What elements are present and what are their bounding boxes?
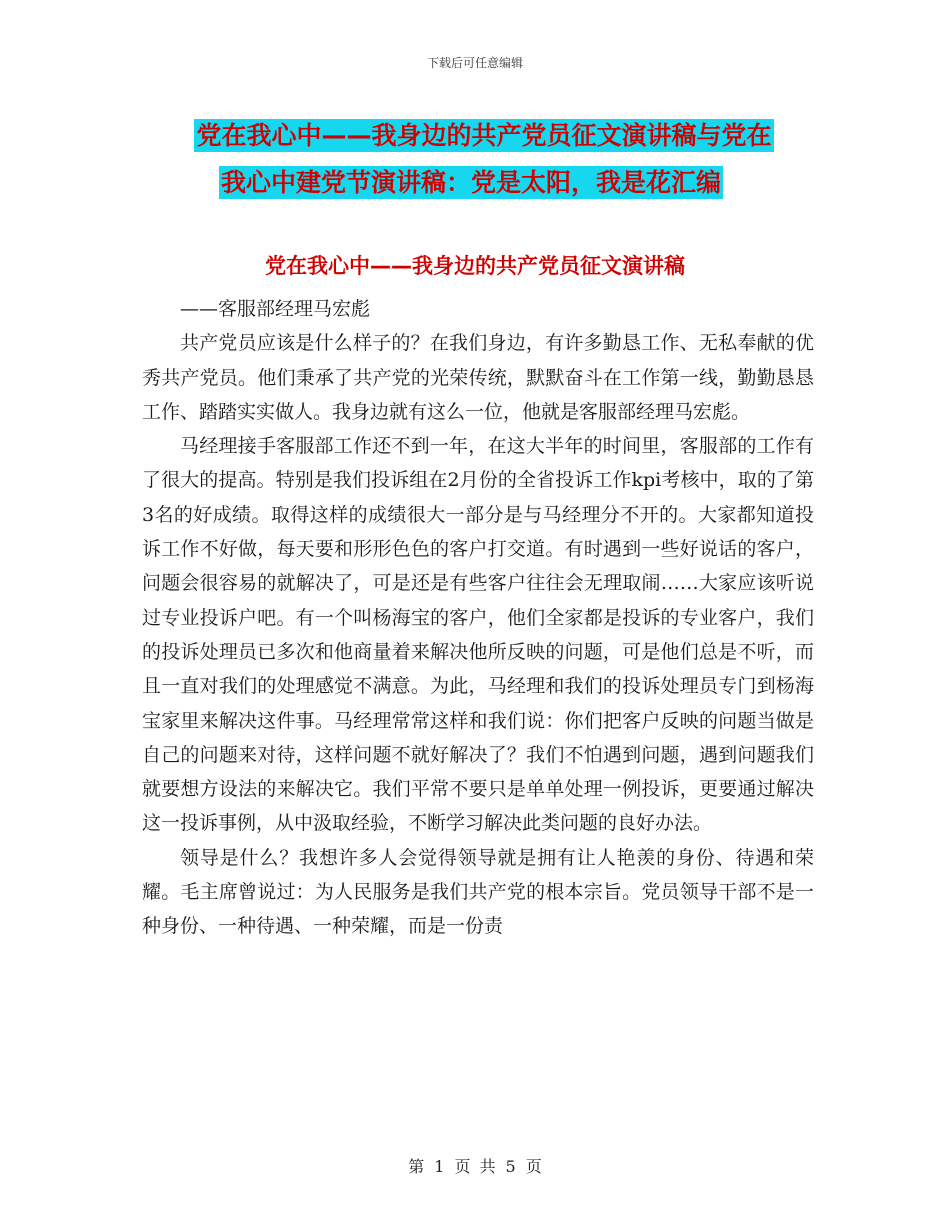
author-line: ——客服部经理马宏彪 [180, 298, 371, 320]
footer-middle: 页 共 [454, 1157, 496, 1176]
header-note: 下载后可任意编辑 [426, 56, 523, 70]
title-line-1: 党在我心中——我身边的共产党员征文演讲稿与党在 [196, 121, 772, 150]
footer-total-pages: 5 [505, 1157, 516, 1176]
title-line-2: 我心中建党节演讲稿：党是太阳，我是花汇编 [220, 168, 721, 197]
document-title [0, 112, 950, 206]
section-title: 党在我心中——我身边的共产党员征文演讲稿 [265, 254, 685, 278]
page-footer [0, 1154, 950, 1177]
footer-page-number: 1 [434, 1157, 445, 1176]
paragraph-1: 共产党员应该是什么样子的？在我们身边，有许多勤恳工作、无私奉献的优秀共产党员。他们秉承了共产党的光荣传统，默默奋斗在工作第一线，勤勤恳恳工作、踏踏实实做人。我身边就有这么一位，他就是客服部经理马宏彪。 [142, 332, 814, 423]
footer-prefix: 第 [408, 1157, 425, 1176]
footer-suffix: 页 [525, 1157, 542, 1176]
paragraph-2: 马经理接手客服部工作还不到一年，在这大半年的时间里，客服部的工作有了很大的提高。特别是我们投诉组在2月份的全省投诉工作kpi考核中，取的了第3名的好成绩。取得这样的成绩很大一部分是与马经理分不开的。大家都知道投诉工作不好做，每天要和形形色色的客户打交道。有时遇到一些好说话的客户，问题会很容易的就解决了，可是还是有些客户往往会无理取闹……大家应该听说过专业投诉户吧。有一个叫杨海宝的客户，他们全家都是投诉的专业客户，我们的投诉处理员已多次和他商量着来解决他所反映的问题，可是他们总是不听，而且一直对我们的处理感觉不满意。为此，马经理和我们的投诉处理员专门到杨海宝家里来解决这件事。马经理常常这样和我们说：你们把客户反映的问题当做是自己的问题来对待，这样问题不就好解决了？我们不怕遇到问题，遇到问题我们就要想方设法的来解决它。我们平常不要只是单单处理一例投诉，更要通过解决这一投诉事例，从中汲取经验，不断学习解决此类问题的良好办法。 [142, 435, 814, 835]
paragraph-3: 领导是什么？我想许多人会觉得领导就是拥有让人艳羡的身份、待遇和荣耀。毛主席曾说过：为人民服务是我们共产党的根本宗旨。党员领导干部不是一种身份、一种待遇、一种荣耀，而是一份责 [142, 846, 814, 938]
body-text [142, 292, 814, 944]
